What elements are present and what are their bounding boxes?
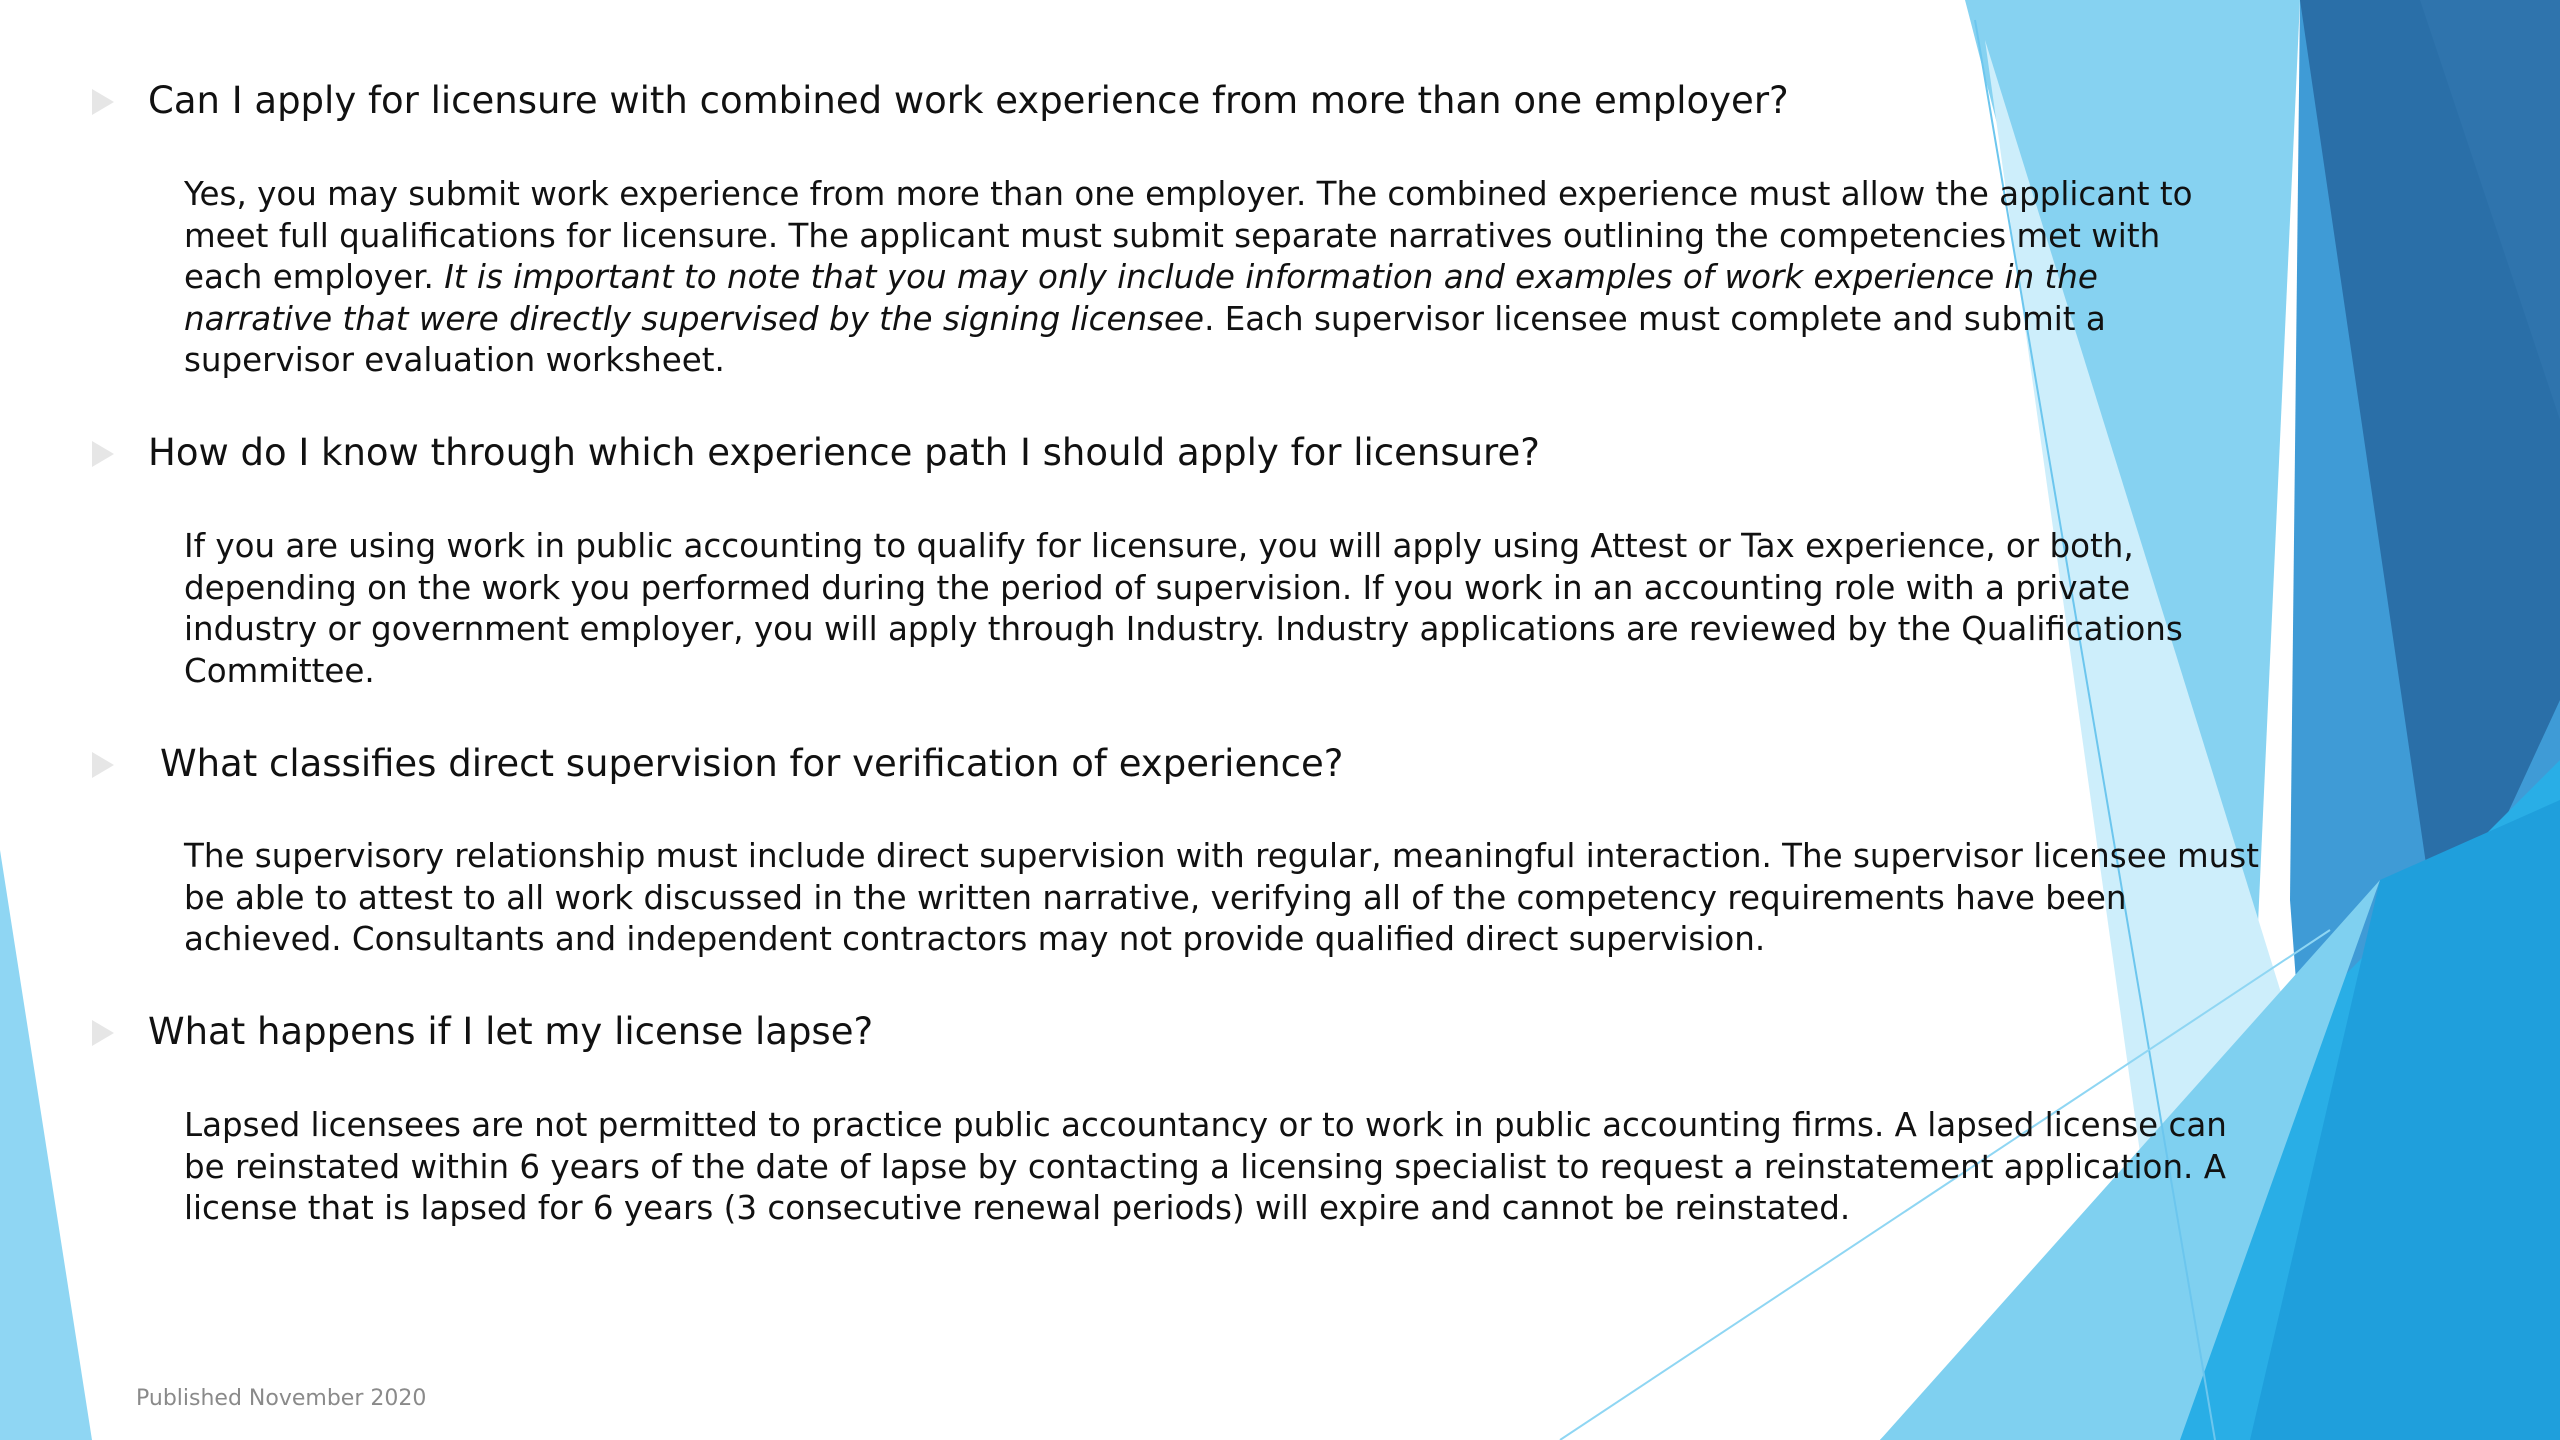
published-footer: Published November 2020 (136, 1386, 427, 1411)
answer-line: be able to attest to all work discussed in the written narrative, verifying all of the competency requirements have been (184, 878, 2127, 917)
faq-question-4: What happens if I let my license lapse? (148, 1010, 874, 1053)
answer-line: be reinstated within 6 years of the date of lapse by contacting a licensing specialist to request a reinstatement application. A (184, 1147, 2226, 1186)
answer-line: supervisor evaluation worksheet. (184, 341, 725, 380)
answer-line: depending on the work you performed during the period of supervision. If you work in an accounting role with a private (184, 568, 2131, 607)
answer-line: Committee. (184, 651, 375, 690)
faq-answer-4 (184, 1105, 2227, 1230)
faq-answer-2 (184, 526, 2183, 692)
faq-question-1: Can I apply for licensure with combined work experience from more than one employer? (148, 79, 1789, 122)
faq-answer-1 (184, 174, 2193, 382)
faq-question-2: How do I know through which experience path I should apply for licensure? (148, 431, 1540, 474)
bullet-arrow-icon (92, 441, 114, 467)
answer-line: achieved. Consultants and independent contractors may not provide qualified direct supervision. (184, 920, 1766, 959)
answer-line: If you are using work in public accounting to qualify for licensure, you will apply using Attest or Tax experience, or both, (184, 527, 2134, 565)
answer-text: each employer. (184, 258, 445, 297)
bullet-arrow-icon (92, 89, 114, 115)
answer-line (184, 299, 2193, 341)
answer-line: Lapsed licensees are not permitted to practice public accountancy or to work in public accounting firms. A lapsed license can (184, 1106, 2227, 1144)
bullet-arrow-icon (92, 1020, 114, 1046)
answer-line: license that is lapsed for 6 years (3 consecutive renewal periods) will expire and cannot be reinstated. (184, 1189, 1851, 1228)
answer-line: The supervisory relationship must include direct supervision with regular, meaningful interaction. The supervisor licensee must (184, 837, 2259, 875)
answer-line (184, 257, 2193, 299)
faq-answer-3 (184, 836, 2259, 961)
answer-line: meet full qualifications for licensure. The applicant must submit separate narratives outlining the competencies met with (184, 216, 2161, 255)
answer-emphasis: It is important to note that you may only include information and examples of work experience in the (444, 258, 2098, 297)
answer-line: Yes, you may submit work experience from more than one employer. The combined experience must allow the applicant to (184, 175, 2193, 213)
faq-question-3: What classifies direct supervision for verification of experience? (160, 742, 1344, 785)
answer-line: industry or government employer, you will apply through Industry. Industry applications are reviewed by the Qualifications (184, 610, 2183, 649)
answer-emphasis: narrative that were directly supervised by the signing licensee (184, 299, 1205, 338)
bullet-arrow-icon (92, 752, 114, 778)
answer-text: . Each supervisor licensee must complete and submit a (1204, 299, 2106, 338)
